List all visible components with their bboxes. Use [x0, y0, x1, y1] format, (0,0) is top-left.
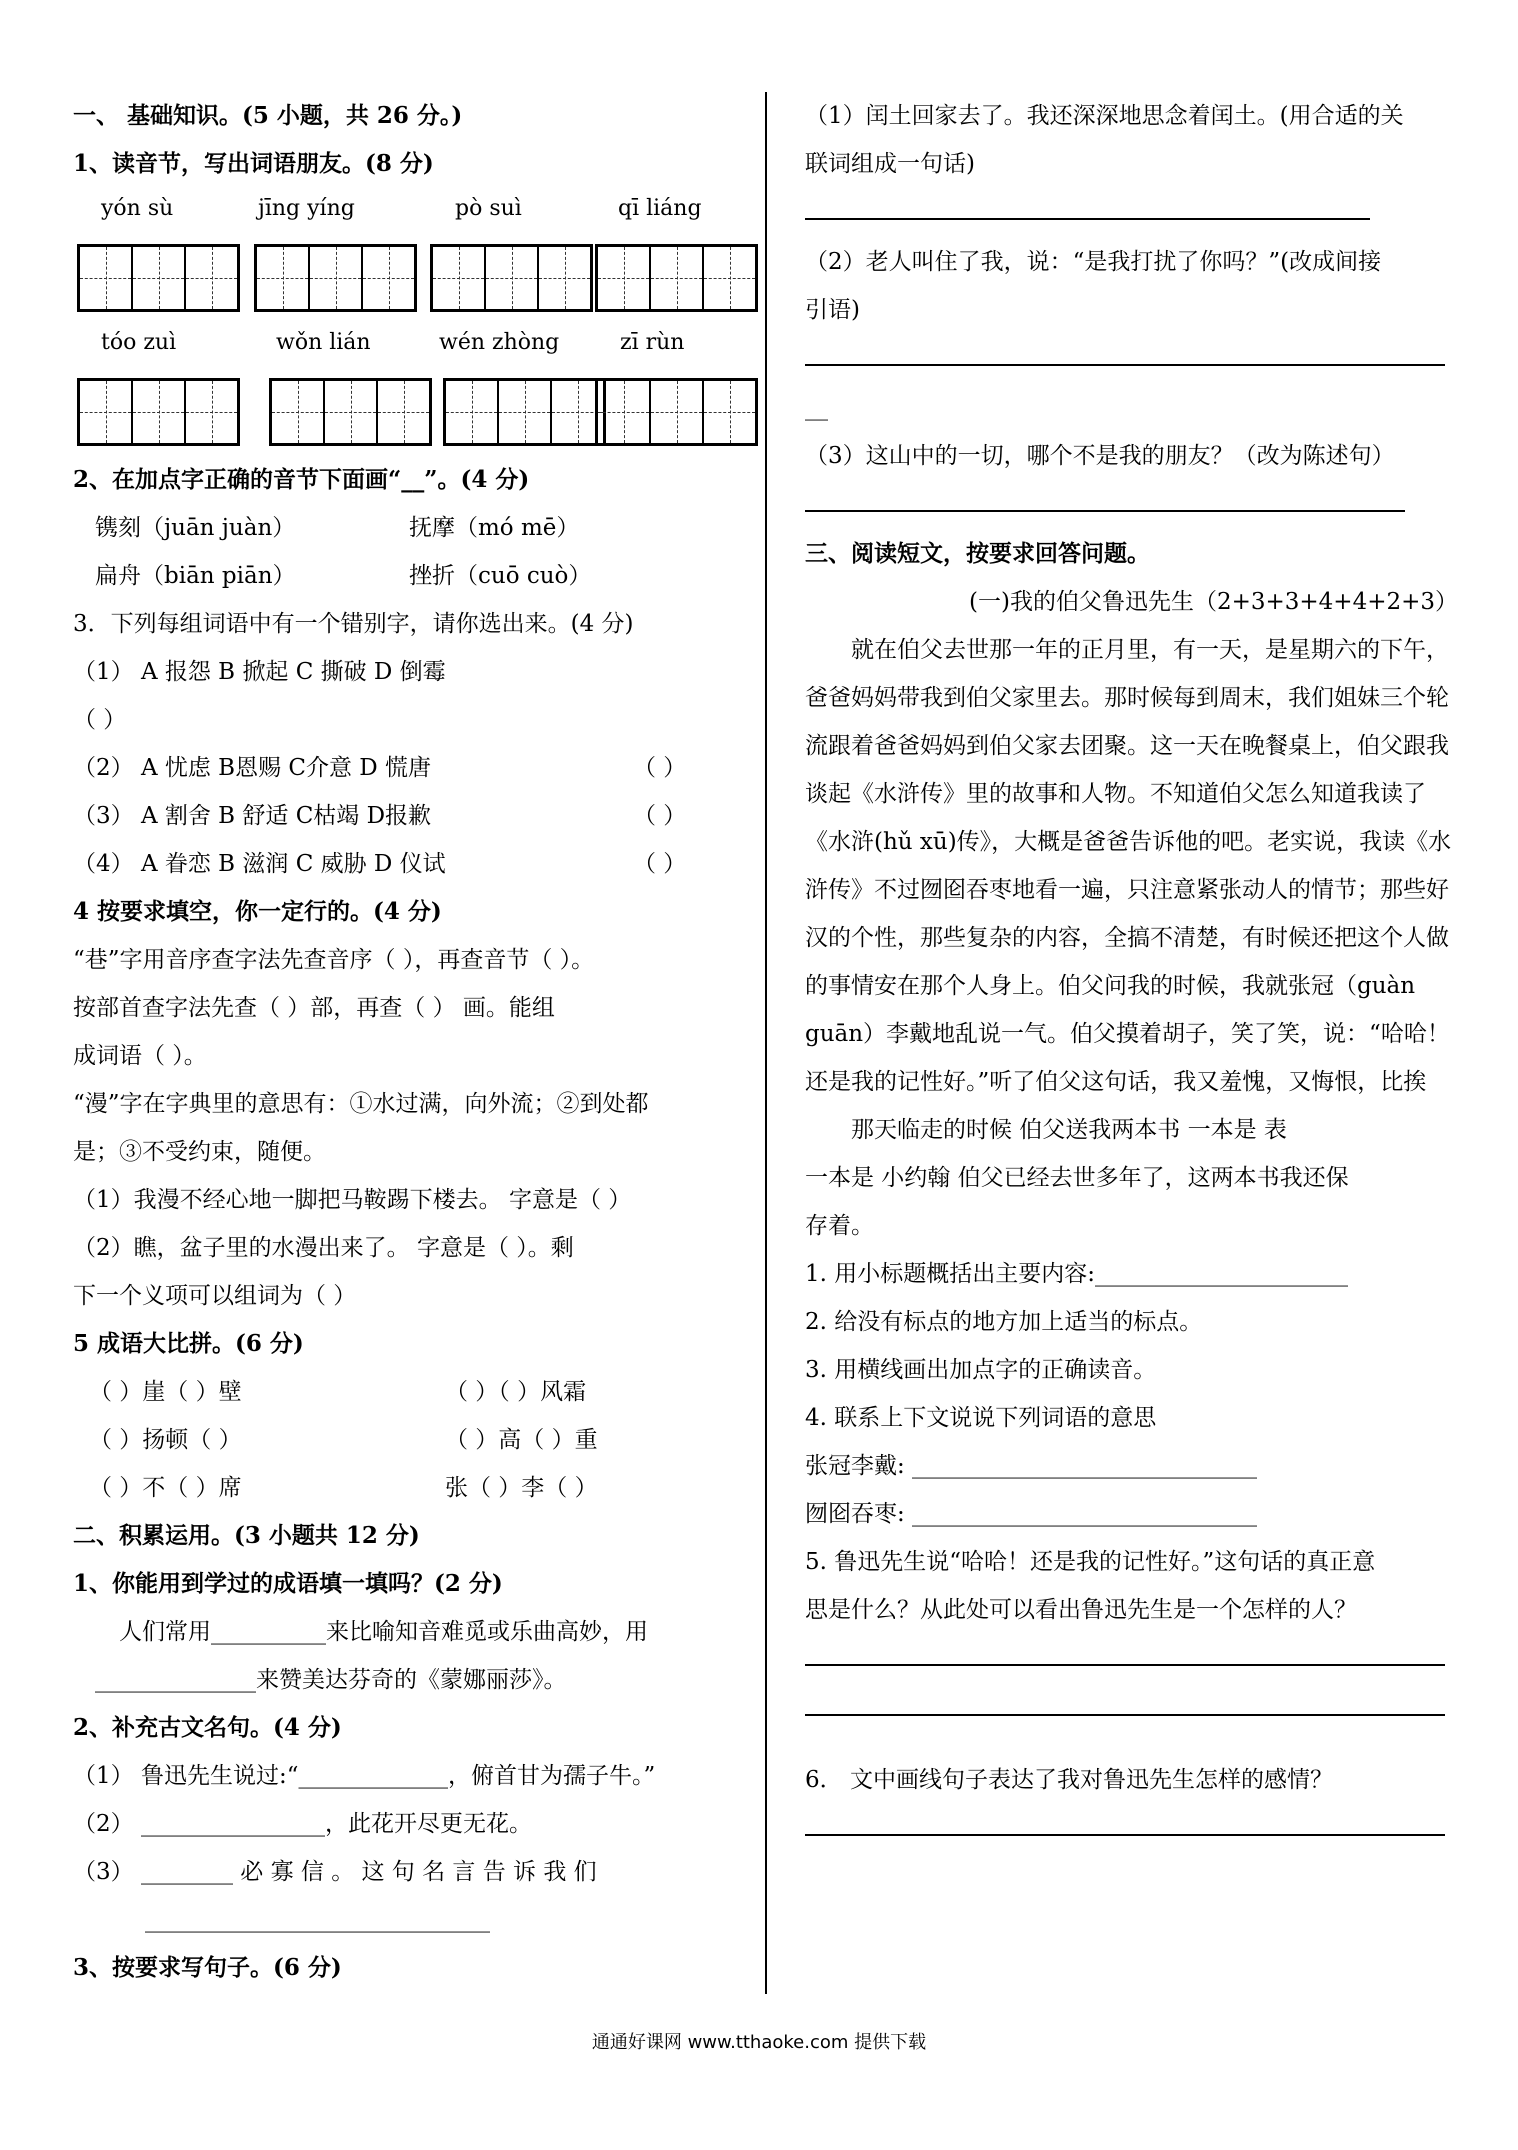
char-grid[interactable] — [77, 244, 240, 312]
answer-line[interactable] — [805, 188, 1370, 220]
char-grid[interactable] — [595, 378, 758, 446]
idiom-row-1 — [73, 1368, 735, 1416]
q2-title: 2、在加点字正确的音节下面画“__”。(4 分) — [73, 466, 530, 493]
idiom-blank[interactable]: （ ）不（ ）席 — [89, 1475, 242, 1501]
reading-q5: 思是什么？从此处可以看出鲁迅先生是一个怎样的人？ — [805, 1597, 1357, 1623]
idiom-blank[interactable]: （ ）崖（ ）壁 — [89, 1379, 242, 1405]
answer-line[interactable] — [805, 1804, 1445, 1836]
answer-paren[interactable]: （ ） — [633, 755, 687, 781]
answer-line[interactable] — [805, 1684, 1445, 1716]
answer-line[interactable] — [805, 480, 1405, 512]
char-grid[interactable] — [254, 244, 417, 312]
p2-q2-blank[interactable]: ______________________________ — [145, 1907, 490, 1933]
pinyin: tóo zuì — [101, 330, 177, 355]
passage-paragraph-2: 存着。 — [805, 1213, 874, 1239]
column-divider — [765, 92, 767, 1994]
q2-item: 抚摩（mó mē） — [409, 515, 580, 541]
passage-paragraph-2[interactable]: 一本是 小约翰 伯父已经去世多年了，这两本书我还保 — [805, 1165, 1349, 1191]
p2-q3-title: 3、按要求写句子。(6 分) — [73, 1954, 342, 1981]
pinyin: qī liáng — [618, 196, 702, 221]
q3-group-4 — [73, 840, 735, 888]
q4-line: 是；③不受约束，随便。 — [73, 1139, 326, 1165]
idiom-blank[interactable]: （ ）高（ ）重 — [445, 1427, 598, 1453]
q3-group-1: （1） A 报怨 B 掀起 C 撕破 D 倒霉 — [73, 659, 446, 685]
passage-paragraph: 就在伯父去世那一年的正月里，有一天，是星期六的下午，爸爸妈妈带我到伯父家里去。那时候每到周末，我们姐妹三个轮流跟着爸爸妈妈到伯父家去团聚。这一天在晚餐桌上，伯父跟我谈起《水浒传》里的故事和人物。不知道伯父怎么知道我读了《水浒(hǔ xū)传》，大概是爸爸告诉他的吧。老实说，我读《水浒传》不过囫囵吞枣地看一遍，只注意紧张动人的情节；那些好汉的个性，那些复杂的内容，全搞不清楚，有时候还把这个人做的事情安在那个人身上。伯父问我的时候，我就张冠（guàn guān）李戴地乱说一气。伯父摸着胡子，笑了笑，说：“哈哈！还是我的记性好。”听了伯父这句话，我又羞愧，又悔恨，比挨 — [805, 637, 1452, 1095]
q4-line[interactable]: 成词语（ ）。 — [73, 1043, 207, 1069]
pinyin: jīng yíng — [258, 196, 355, 221]
reading-q5: 5. 鲁迅先生说“哈哈！还是我的记性好。”这句话的真正意 — [805, 1549, 1376, 1575]
idiom-blank[interactable]: 张（ ）李（ ） — [445, 1475, 598, 1501]
reading-q3: 3. 用横线画出加点字的正确读音。 — [805, 1357, 1157, 1383]
p2-q3-s1: （1）闰土回家去了。我还深深地思念着闰土。(用合适的关 — [805, 103, 1404, 129]
reading-q2: 2. 给没有标点的地方加上适当的标点。 — [805, 1309, 1203, 1335]
q3-group-text: （3） A 割舍 B 舒适 C枯竭 D报歉 — [73, 803, 432, 829]
q3-group-text: （2） A 忧虑 B恩赐 C介意 D 慌唐 — [73, 755, 432, 781]
page-footer: 通通好课网 www.tthaoke.com 提供下载 — [591, 2032, 927, 2053]
q4-line[interactable]: （2）瞧，盆子里的水漫出来了。 字意是（ ）。剩 — [73, 1235, 574, 1261]
pinyin-row-1 — [73, 188, 735, 238]
p2-q2-title: 2、补充古文名句。(4 分) — [73, 1714, 342, 1741]
idiom-row-2 — [73, 1416, 735, 1464]
char-grid[interactable] — [269, 378, 432, 446]
pinyin-row-2 — [73, 322, 735, 372]
q5-title: 5 成语大比拼。(6 分) — [73, 1330, 304, 1357]
char-grid[interactable] — [430, 244, 593, 312]
q4-line[interactable]: （1）我漫不经心地一脚把马鞍踢下楼去。 字意是（ ） — [73, 1187, 632, 1213]
p2-q2-sentence[interactable]: （3） ________ 必 寡 信 。 这 句 名 言 告 诉 我 们 — [73, 1859, 597, 1885]
reading-q1[interactable]: 1. 用小标题概括出主要内容:______________________ — [805, 1261, 1349, 1287]
passage-title: (一)我的伯父鲁迅先生（2+3+3+4+4+2+3） — [969, 589, 1459, 615]
q1-title: 1、读音节，写出词语朋友。(8 分) — [73, 150, 434, 177]
reading-q4-term[interactable]: 张冠李戴: ______________________________ — [805, 1453, 1258, 1479]
answer-line[interactable] — [805, 334, 1445, 366]
section-heading-3: 三、阅读短文，按要求回答问题。 — [805, 540, 1150, 567]
char-grid[interactable] — [443, 378, 606, 446]
section-heading-1: 一、 基础知识。(5 小题，共 26 分。) — [73, 102, 463, 129]
q3-group-3 — [73, 792, 735, 840]
reading-q4: 4. 联系上下文说说下列词语的意思 — [805, 1405, 1157, 1431]
pinyin: wǒn lián — [276, 330, 371, 355]
left-column — [73, 92, 735, 1992]
passage-paragraph-2[interactable]: 那天临走的时候 伯父送我两本书 一本是 表 — [851, 1117, 1287, 1143]
q2-item: 扁舟（biān piān） — [95, 563, 296, 589]
reading-q4-term[interactable]: 囫囵吞枣: ______________________________ — [805, 1501, 1258, 1527]
right-column — [805, 92, 1459, 1854]
pinyin: zī rùn — [620, 330, 685, 355]
p2-q3-s2: 引语) — [805, 297, 860, 323]
answer-line[interactable] — [805, 1634, 1445, 1666]
q4-line[interactable]: “巷”字用音序查字法先查音序（ ），再查音节（ ）。 — [73, 947, 595, 973]
q2-item: 镌刻（juān juàn） — [95, 515, 296, 541]
section-heading-2: 二、积累运用。(3 小题共 12 分) — [73, 1522, 420, 1549]
p2-q2-sentence[interactable]: （1） 鲁迅先生说过:“_____________，俯首甘为孺子牛。” — [73, 1763, 656, 1789]
q4-line[interactable]: 按部首查字法先查（ ）部，再查（ ） 画。能组 — [73, 995, 555, 1021]
char-grid-row-1 — [73, 238, 735, 322]
answer-paren[interactable]: （ ） — [633, 851, 687, 877]
q3-title: 3．下列每组词语中有一个错别字，请你选出来。(4 分) — [73, 611, 634, 637]
char-grid-row-2 — [73, 372, 735, 456]
q2-item: 挫折（cuō cuò） — [409, 563, 592, 589]
q3-group-1-answer[interactable]: （ ） — [73, 707, 127, 733]
pinyin: wén zhòng — [439, 330, 560, 355]
q2-row-1 — [73, 504, 735, 552]
p2-q1-line[interactable]: ______________来赞美达芬奇的《蒙娜丽莎》。 — [95, 1667, 567, 1693]
p2-q2-sentence[interactable]: （2） ________________，此花开尽更无花。 — [73, 1811, 532, 1837]
q4-title: 4 按要求填空，你一定行的。(4 分) — [73, 898, 442, 925]
reading-q6: 6． 文中画线句子表达了我对鲁迅先生怎样的感情？ — [805, 1767, 1333, 1793]
char-grid[interactable] — [595, 244, 758, 312]
pinyin: yón sù — [101, 196, 174, 221]
q3-group-text: （4） A 眷恋 B 滋润 C 威胁 D 仪试 — [73, 851, 446, 877]
answer-line-tail[interactable]: __ — [805, 395, 828, 421]
q2-row-2 — [73, 552, 735, 600]
q4-line: “漫”字在字典里的意思有：①水过满，向外流；②到处都 — [73, 1091, 649, 1117]
idiom-blank[interactable]: （ ）（ ）风霜 — [445, 1379, 587, 1405]
p2-q3-s3: （3）这山中的一切，哪个不是我的朋友？（改为陈述句） — [805, 443, 1395, 469]
idiom-row-3 — [73, 1464, 735, 1512]
char-grid[interactable] — [77, 378, 240, 446]
p2-q3-s1: 联词组成一句话) — [805, 151, 975, 177]
q4-line[interactable]: 下一个义项可以组词为（ ） — [73, 1283, 357, 1309]
q3-group-2 — [73, 744, 735, 792]
idiom-blank[interactable]: （ ）扬顿（ ） — [89, 1427, 242, 1453]
p2-q3-s2: （2）老人叫住了我，说：“是我打扰了你吗？”(改成间接 — [805, 249, 1382, 275]
p2-q1-line[interactable]: 人们常用__________来比喻知音难觅或乐曲高妙，用 — [119, 1619, 648, 1645]
pinyin: pò suì — [455, 196, 522, 221]
p2-q1-title: 1、你能用到学过的成语填一填吗？(2 分) — [73, 1570, 503, 1597]
answer-paren[interactable]: （ ） — [633, 803, 687, 829]
